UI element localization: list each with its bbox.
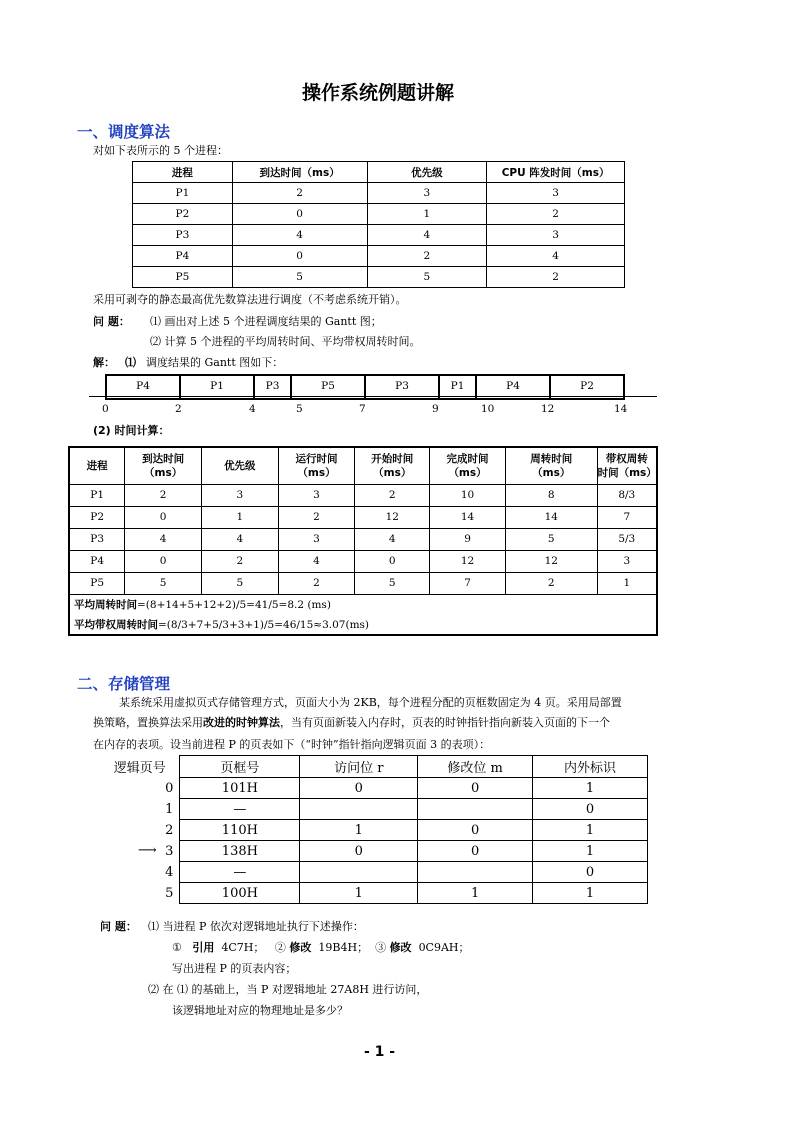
question-label: 问 题： [93,315,130,328]
table-cell: 5 [165,885,174,901]
table-row [100,778,648,799]
table-cell: 0 [165,780,174,796]
gantt-block: P3 [255,376,292,398]
gantt-tick: 4 [249,403,256,415]
table-cell: 7 [430,572,506,594]
table-cell: 2 [202,550,279,572]
table-cell: 2 [232,183,367,204]
table-cell: 9 [430,528,506,550]
table-row [69,528,657,550]
answer-1-text: 调度结果的 Gantt 图如下： [146,356,284,369]
table-cell: P3 [69,528,125,550]
para-line2-b: ，当有页面新装入内存时，页表的时钟指针指向新装入页面的下一个 [280,716,610,729]
header-cell: 运行时间 （ms） [278,447,355,484]
clock-pointer-arrow-icon: ⟶ [138,842,157,858]
table-cell: 1 [300,883,418,904]
table-cell [100,841,180,862]
table-cell: 3 [367,183,487,204]
table-cell: 4 [355,528,430,550]
section2-question-1: ⑴ 当进程 P 依次对逻辑地址执行下述操作： [148,920,364,933]
process-table [132,161,625,288]
table-cell: 0 [533,862,648,883]
avg-weighted-label: 平均带权周转时间 [74,618,158,631]
table-cell: 0 [232,204,367,225]
table-cell: 8/3 [597,484,657,506]
table-cell: 1 [367,204,487,225]
table-cell: 0 [300,841,418,862]
header-cell: 访问位 r [300,756,418,778]
table-cell: 3 [202,484,279,506]
header-cell: 完成时间 （ms） [430,447,506,484]
table-cell: P2 [69,506,125,528]
table-cell: 0 [125,550,202,572]
header-cell: 进程 [69,447,125,484]
page-table [100,755,648,904]
table-cell: 2 [487,267,625,288]
clock-page-number: 3 [165,843,174,859]
table-cell: 110H [180,820,300,841]
table-row [100,841,648,862]
header-cell: 修改位 m [418,756,533,778]
table-cell: P4 [133,246,233,267]
table-cell: — [180,799,300,820]
table-cell: 100H [180,883,300,904]
table-cell: 4 [278,550,355,572]
para-line2-a: 换策略，置换算法采用 [93,716,203,729]
table-row [133,246,625,267]
table-cell: 4 [165,864,174,880]
question-label-2: 问 题： [100,920,137,933]
header-cell: 内外标识 [533,756,648,778]
header-cell: 周转时间 （ms） [505,447,597,484]
table-row [100,799,648,820]
avg-turnaround-value: =(8+14+5+12+2)/5=41/5=8.2 (ms) [137,598,331,611]
table-cell: 7 [597,506,657,528]
gantt-block: P2 [551,376,625,398]
op2-verb: 修改 [289,941,312,954]
table-cell: 5 [202,572,279,594]
gantt-axis-line [89,396,657,397]
table-row [69,572,657,594]
op1-addr: 4C7H； [221,941,265,954]
op3-num: ③ [375,941,387,954]
table-cell: 1 [533,841,648,862]
table-cell: 0 [300,778,418,799]
table-row [133,267,625,288]
time-calc-table [68,446,658,636]
table-cell: 0 [125,506,202,528]
section2-question-1-tail: 写出进程 P 的页表内容； [172,962,297,975]
avg-turnaround-row [69,594,657,614]
table-cell [300,862,418,883]
table-row [69,484,657,506]
gantt-tick: 14 [614,403,628,415]
op3-addr: 0C9AH； [418,941,470,954]
avg-weighted-value: =(8/3+7+5/3+3+1)/5=46/15≈3.07(ms) [158,618,370,631]
op2-num: ② [274,941,286,954]
header-cell: 到达时间（ms） [232,162,367,183]
question-2: ⑵ 计算 5 个进程的平均周转时间、平均带权周转时间。 [150,335,421,348]
section1-heading: 一、调度算法 [77,123,171,141]
section2-heading: 二、存储管理 [77,675,171,693]
table-cell: 1 [533,778,648,799]
table-cell [418,862,533,883]
op2-addr: 19B4H； [318,941,369,954]
header-cell: 页框号 [180,756,300,778]
page-title: 操作系统例题讲解 [301,82,454,104]
method-text: 采用可剥夺的静态最高优先数算法进行调度（不考虑系统开销）。 [93,293,407,306]
header-cell: 进程 [133,162,233,183]
table-cell: 5 [367,267,487,288]
header-cell: 优先级 [202,447,279,484]
table-cell: — [180,862,300,883]
table-cell: 3 [487,225,625,246]
section2-para-line1: 某系统采用虚拟页式存储管理方式，页面大小为 2KB，每个进程分配的页框数固定为 4 页。采用局部置 [119,696,622,709]
gantt-tick: 7 [359,403,366,415]
table-cell: 0 [232,246,367,267]
table-row [133,183,625,204]
table-cell: 10 [430,484,506,506]
table-row [69,550,657,572]
header-cell: 逻辑页号 [113,761,166,776]
table-cell: P1 [133,183,233,204]
op1-verb: 引用 [192,941,215,954]
table-cell: 0 [418,820,533,841]
table-cell: 0 [533,799,648,820]
gantt-tick: 5 [296,403,303,415]
table-cell: 1 [165,801,174,817]
gantt-block: P4 [477,376,551,398]
table-cell: P2 [133,204,233,225]
table-cell [300,799,418,820]
table-cell: 4 [232,225,367,246]
table-cell: 5 [232,267,367,288]
table-cell: P5 [69,572,125,594]
table-cell: 3 [597,550,657,572]
table-cell: 2 [278,506,355,528]
table-cell: 4 [367,225,487,246]
section2-question-2-line1: ⑵ 在 ⑴ 的基础上，当 P 对逻辑地址 27A8H 进行访问， [148,983,428,996]
table-cell: 5 [355,572,430,594]
answer-label: 解： [93,356,115,369]
avg-weighted-row [69,614,657,635]
gantt-tick: 9 [432,403,439,415]
gantt-tick: 0 [102,403,109,415]
gantt-block: P5 [292,376,366,398]
table-row [133,225,625,246]
header-cell: 开始时间 （ms） [355,447,430,484]
table-cell: 2 [355,484,430,506]
gantt-tick: 10 [481,403,495,415]
table-cell: P3 [133,225,233,246]
table-cell: 4 [487,246,625,267]
table-cell: 0 [418,841,533,862]
table-cell: 1 [202,506,279,528]
table-cell: 12 [505,550,597,572]
para-line2-bold: 改进的时钟算法 [203,716,280,729]
table-cell: 0 [355,550,430,572]
table-cell: 3 [278,528,355,550]
table-cell: 12 [430,550,506,572]
page-number: - 1 - [364,1044,396,1060]
answer-1-num: ⑴ [125,356,136,369]
op1-num: ① [172,941,182,954]
section2-question-2-line2: 该逻辑地址对应的物理地址是多少？ [172,1004,348,1017]
header-cell: 到达时间 （ms） [125,447,202,484]
table-cell: 2 [165,822,174,838]
section2-para-line2 [93,716,610,730]
table-cell: 0 [418,778,533,799]
table-row [100,883,648,904]
table-cell: 101H [180,778,300,799]
table-cell: 138H [180,841,300,862]
table-cell: P4 [69,550,125,572]
table-cell: 2 [278,572,355,594]
table-row [100,820,648,841]
table-cell: 5/3 [597,528,657,550]
table-cell: 4 [125,528,202,550]
operations-line [172,941,470,955]
table-cell: 5 [125,572,202,594]
avg-turnaround-label: 平均周转时间 [74,598,137,611]
gantt-tick: 12 [541,403,555,415]
gantt-block: P1 [181,376,255,398]
table-cell: 1 [418,883,533,904]
section1-intro: 对如下表所示的 5 个进程： [93,144,228,157]
header-cell: 优先级 [367,162,487,183]
table-cell: 14 [505,506,597,528]
op3-verb: 修改 [389,941,412,954]
table-row [133,204,625,225]
gantt-block: P1 [440,376,477,398]
header-cell: CPU 阵发时间（ms） [487,162,625,183]
table-cell: 3 [487,183,625,204]
question-1: ⑴ 画出对上述 5 个进程调度结果的 Gantt 图； [150,315,382,328]
gantt-block: P4 [107,376,181,398]
table-cell: 12 [355,506,430,528]
table-cell: 2 [367,246,487,267]
gantt-block: P3 [366,376,440,398]
table-cell: 2 [487,204,625,225]
table-cell: 1 [533,883,648,904]
header-cell: 带权周转 时间（ms） [597,447,657,484]
table-row [100,862,648,883]
table-cell: 5 [505,528,597,550]
table-cell: 2 [125,484,202,506]
table-cell: P1 [69,484,125,506]
table-cell: 1 [300,820,418,841]
table-cell: 4 [202,528,279,550]
table-cell: 2 [505,572,597,594]
table-cell: 1 [533,820,648,841]
table-cell: 1 [597,572,657,594]
table-cell: P5 [133,267,233,288]
table-row [69,506,657,528]
table-cell: 8 [505,484,597,506]
table-cell: 14 [430,506,506,528]
answer-2-label: (2) 时间计算： [93,424,170,437]
table-cell: 3 [278,484,355,506]
gantt-tick: 2 [175,403,182,415]
table-cell [418,799,533,820]
section2-para-line3: 在内存的表项。设当前进程 P 的页表如下（“时钟”指针指向逻辑页面 3 的表项）： [93,738,491,751]
